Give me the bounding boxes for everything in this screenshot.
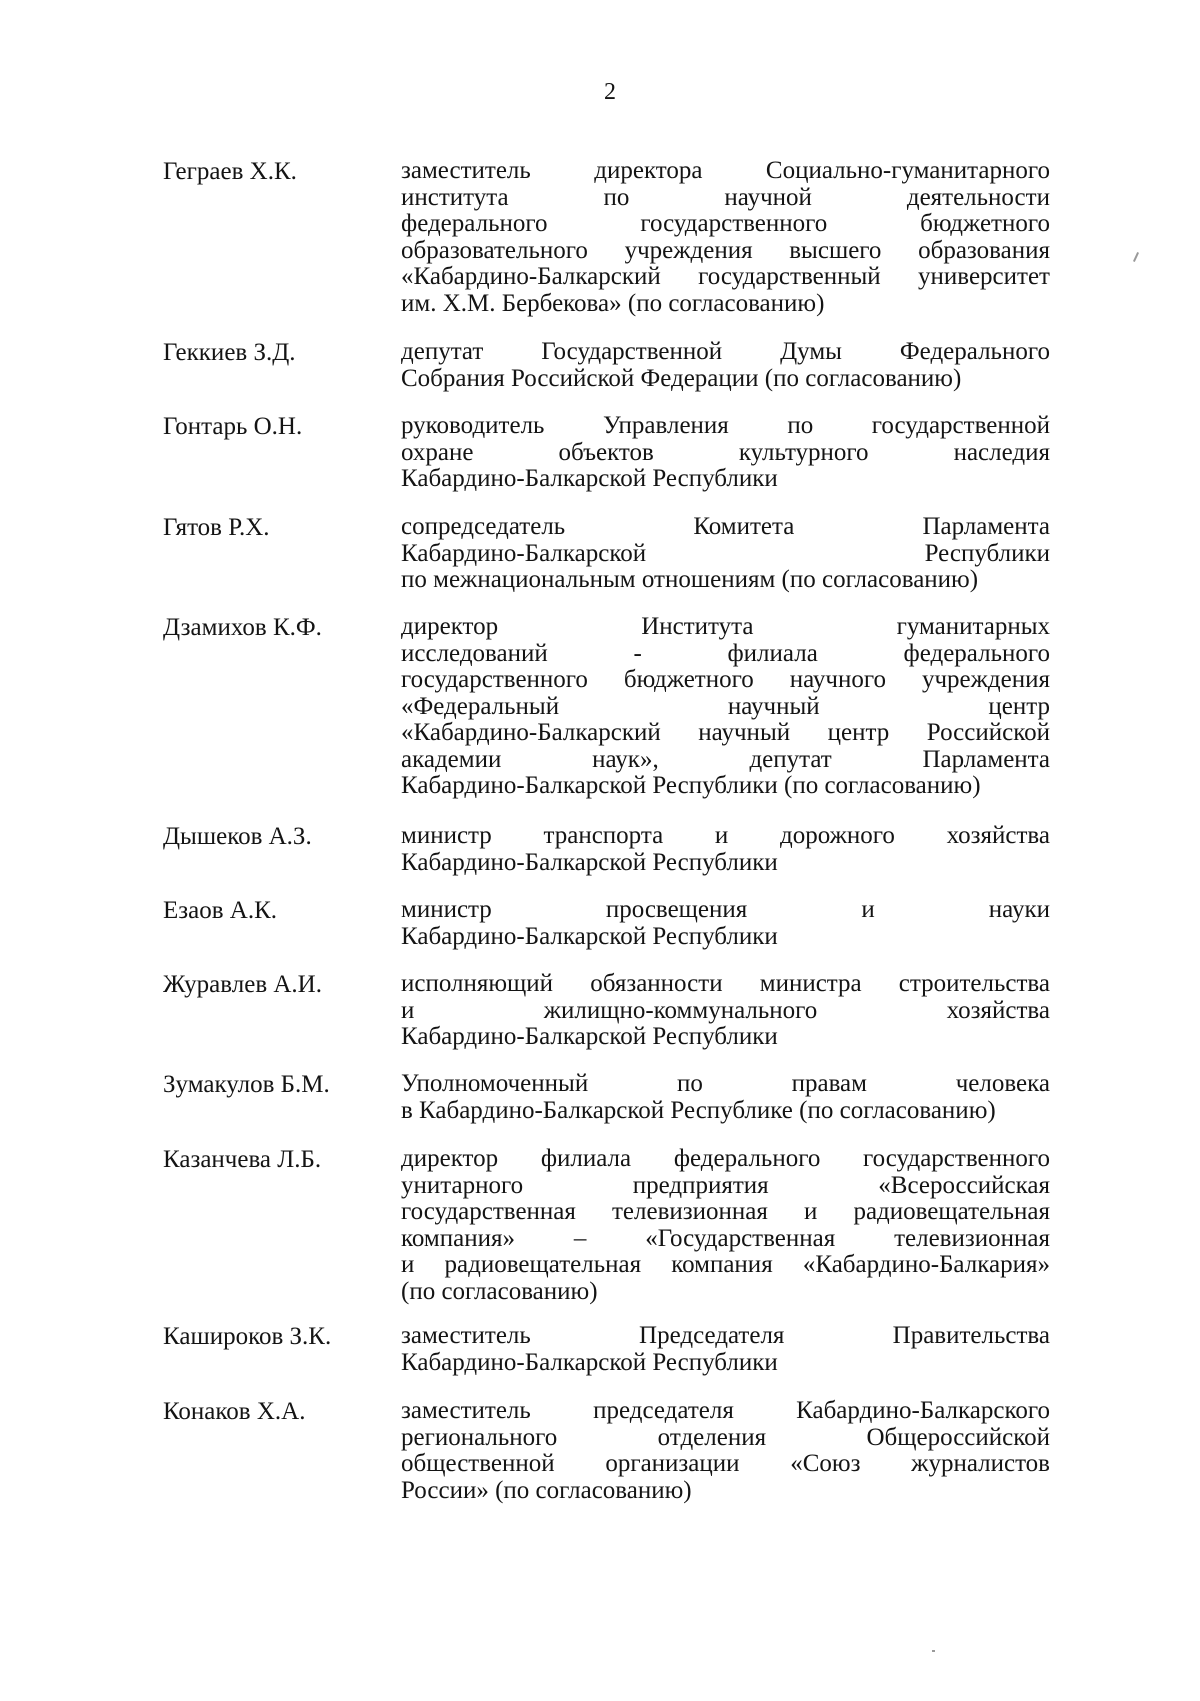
position-line: Кабардино-Балкарской Республики — [401, 1348, 778, 1376]
member-position — [401, 514, 1050, 594]
position-line: и жилищно-коммунального хозяйства — [401, 996, 1050, 1024]
member-name: Конаков Х.А. — [163, 1398, 306, 1425]
member-name: Гонтарь О.Н. — [163, 413, 303, 440]
member-name: Геграев Х.К. — [163, 158, 297, 185]
position-line: заместитель Председателя Правительства — [401, 1322, 1050, 1349]
position-line: России» (по согласованию) — [401, 1476, 692, 1504]
position-line: образовательного учреждения высшего образования — [401, 236, 1050, 264]
position-line: компания» – «Государственная телевизионная — [401, 1224, 1050, 1252]
member-position — [401, 614, 1050, 800]
member-position — [401, 339, 1050, 392]
position-line: исполняющий обязанности министра строительства — [401, 970, 1050, 997]
member-position — [401, 1146, 1050, 1305]
position-line: (по согласованию) — [401, 1277, 598, 1305]
position-line: директор Института гуманитарных — [401, 613, 1050, 640]
position-line: министр транспорта и дорожного хозяйства — [401, 822, 1050, 849]
position-line: унитарного предприятия «Всероссийская — [401, 1171, 1050, 1199]
position-line: и радиовещательная компания «Кабардино-Балкария» — [401, 1251, 1050, 1278]
position-line: депутат Государственной Думы Федерального — [401, 338, 1050, 365]
member-position — [401, 1323, 1050, 1376]
scan-speck — [932, 1650, 935, 1652]
position-line: им. Х.М. Бербекова» (по согласованию) — [401, 289, 825, 317]
position-line: «Федеральный научный центр — [401, 692, 1050, 720]
position-line: академии наук», депутат Парламента — [401, 745, 1050, 773]
position-line: Кабардино-Балкарской Республики — [401, 922, 778, 950]
position-line: в Кабардино-Балкарской Республике (по согласованию) — [401, 1096, 996, 1124]
member-position — [401, 158, 1050, 317]
position-line: руководитель Управления по государственной — [401, 412, 1050, 439]
position-line: Кабардино-Балкарской Республики — [401, 465, 778, 492]
member-name: Дзамихов К.Ф. — [163, 614, 322, 641]
position-line: заместитель председателя Кабардино-Балкарского — [401, 1397, 1050, 1424]
position-line: исследований - филиала федерального — [401, 639, 1050, 667]
member-name: Дышеков А.З. — [163, 823, 312, 850]
position-line: института по научной деятельности — [401, 183, 1050, 211]
position-line: министр просвещения и науки — [401, 896, 1050, 923]
member-name: Геккиев З.Д. — [163, 339, 296, 366]
member-position — [401, 897, 1050, 950]
position-line: заместитель директора Социально-гуманитарного — [401, 157, 1050, 184]
position-line: «Кабардино-Балкарский государственный университет — [401, 263, 1050, 290]
member-position — [401, 971, 1050, 1051]
position-line: государственного бюджетного научного учреждения — [401, 666, 1050, 693]
member-position — [401, 1398, 1050, 1504]
member-name: Кашироков З.К. — [163, 1323, 332, 1350]
position-line: Собрания Российской Федерации (по согласованию) — [401, 364, 962, 392]
member-position — [401, 413, 1050, 493]
member-name: Журавлев А.И. — [163, 971, 322, 998]
position-line: Кабардино-Балкарской Республики — [401, 848, 778, 876]
position-line: Кабардино-Балкарской Республики (по согласованию) — [401, 772, 981, 799]
position-line: по межнациональным отношениям (по согласованию) — [401, 566, 979, 593]
position-line: Уполномоченный по правам человека — [401, 1070, 1050, 1097]
position-line: Кабардино-Балкарской Республики — [401, 539, 1050, 567]
position-line: охране объектов культурного наследия — [401, 438, 1050, 466]
position-line: государственная телевизионная и радиовещательная — [401, 1198, 1050, 1225]
member-name: Казанчева Л.Б. — [163, 1146, 322, 1173]
member-name: Гятов Р.Х. — [163, 514, 270, 541]
position-line: регионального отделения Общероссийской — [401, 1423, 1050, 1451]
position-line: Кабардино-Балкарской Республики — [401, 1023, 778, 1050]
position-line: директор филиала федерального государственного — [401, 1145, 1050, 1172]
position-line: федерального государственного бюджетного — [401, 210, 1050, 237]
position-line: «Кабардино-Балкарский научный центр Российской — [401, 719, 1050, 746]
position-line: сопредседатель Комитета Парламента — [401, 513, 1050, 540]
position-line: общественной организации «Союз журналистов — [401, 1450, 1050, 1477]
member-position — [401, 1071, 1050, 1124]
page-number: 2 — [604, 79, 616, 105]
member-name: Зумакулов Б.М. — [163, 1071, 330, 1098]
member-position — [401, 823, 1050, 876]
member-name: Езаов А.К. — [163, 897, 278, 924]
